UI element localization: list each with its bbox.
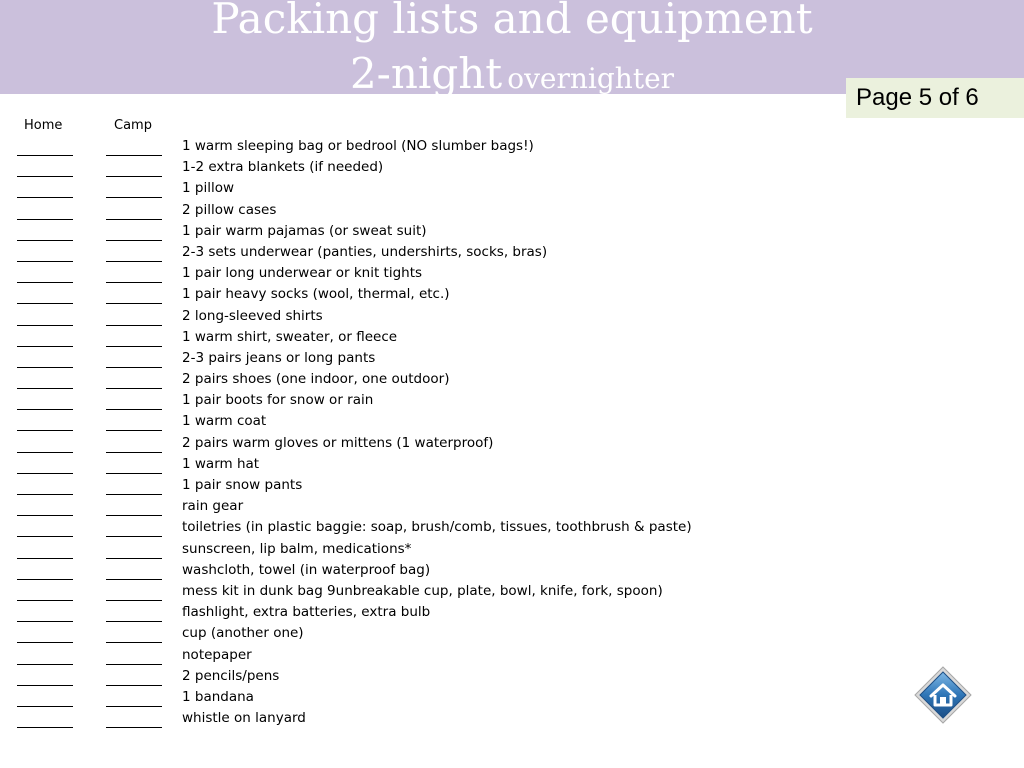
item-text: 1 pair long underwear or knit tights <box>182 265 423 282</box>
home-checkbox-line[interactable] <box>17 452 73 453</box>
list-item <box>0 307 900 328</box>
item-text: 2 pencils/pens <box>182 667 280 684</box>
home-checkbox-line[interactable] <box>17 388 73 389</box>
subtitle-main: 2-night <box>349 49 503 98</box>
camp-checkbox-line[interactable] <box>106 600 162 601</box>
column-header-camp: Camp <box>114 118 152 133</box>
item-text: toiletries (in plastic baggie: soap, brush/comb, tissues, toothbrush & paste) <box>182 519 692 536</box>
list-item <box>0 137 900 158</box>
item-text: 1 pair heavy socks (wool, thermal, etc.) <box>182 286 450 303</box>
item-text: 1 warm sleeping bag or bedrool (NO slumber bags!) <box>182 138 534 154</box>
camp-checkbox-line[interactable] <box>106 664 162 665</box>
camp-checkbox-line[interactable] <box>106 176 162 177</box>
camp-checkbox-line[interactable] <box>106 409 162 410</box>
item-text: 2 pillow cases <box>182 201 277 218</box>
camp-checkbox-line[interactable] <box>106 685 162 686</box>
list-item <box>0 476 900 497</box>
camp-checkbox-line[interactable] <box>106 219 162 220</box>
home-icon <box>914 666 972 724</box>
camp-checkbox-line[interactable] <box>106 388 162 389</box>
home-checkbox-line[interactable] <box>17 706 73 707</box>
camp-checkbox-line[interactable] <box>106 325 162 326</box>
list-item <box>0 582 900 603</box>
item-text: mess kit in dunk bag 9unbreakable cup, plate, bowl, knife, fork, spoon) <box>182 582 663 599</box>
home-checkbox-line[interactable] <box>17 325 73 326</box>
item-text: 1 warm shirt, sweater, or fleece <box>182 328 398 345</box>
item-text: 2-3 sets underwear (panties, undershirts, socks, bras) <box>182 243 548 260</box>
list-item <box>0 646 900 667</box>
list-item <box>0 158 900 179</box>
home-checkbox-line[interactable] <box>17 494 73 495</box>
camp-checkbox-line[interactable] <box>106 430 162 431</box>
list-item <box>0 709 900 730</box>
item-text: 1 pair boots for snow or rain <box>182 392 374 409</box>
item-text: sunscreen, lip balm, medications* <box>182 540 412 557</box>
list-item <box>0 455 900 476</box>
list-item <box>0 285 900 306</box>
list-item <box>0 624 900 645</box>
item-text: 1 warm coat <box>182 413 267 430</box>
camp-checkbox-line[interactable] <box>106 303 162 304</box>
camp-checkbox-line[interactable] <box>106 621 162 622</box>
camp-checkbox-line[interactable] <box>106 579 162 580</box>
camp-checkbox-line[interactable] <box>106 155 162 156</box>
item-text: notepaper <box>182 646 252 663</box>
camp-checkbox-line[interactable] <box>106 558 162 559</box>
list-item <box>0 497 900 518</box>
list-item <box>0 667 900 688</box>
home-checkbox-line[interactable] <box>17 409 73 410</box>
camp-checkbox-line[interactable] <box>106 261 162 262</box>
home-checkbox-line[interactable] <box>17 685 73 686</box>
list-item <box>0 179 900 200</box>
item-text: whistle on lanyard <box>182 710 306 727</box>
home-checkbox-line[interactable] <box>17 642 73 643</box>
home-checkbox-line[interactable] <box>17 261 73 262</box>
list-item <box>0 518 900 539</box>
home-checkbox-line[interactable] <box>17 155 73 156</box>
subtitle-sub: overnighter <box>507 62 675 95</box>
list-item <box>0 349 900 370</box>
item-text: 1 pair snow pants <box>182 477 303 493</box>
camp-checkbox-line[interactable] <box>106 346 162 347</box>
list-item <box>0 222 900 243</box>
list-item <box>0 561 900 582</box>
page-indicator: Page 5 of 6 <box>846 78 1024 118</box>
list-item <box>0 243 900 264</box>
list-item <box>0 370 900 391</box>
camp-checkbox-line[interactable] <box>106 536 162 537</box>
item-text: 2-3 pairs jeans or long pants <box>182 349 376 366</box>
list-item <box>0 201 900 222</box>
home-checkbox-line[interactable] <box>17 579 73 580</box>
home-checkbox-line[interactable] <box>17 367 73 368</box>
item-text: 1 bandana <box>182 688 254 705</box>
home-checkbox-line[interactable] <box>17 197 73 198</box>
list-item <box>0 540 900 561</box>
home-button[interactable] <box>914 666 972 724</box>
item-text: 2 pairs shoes (one indoor, one outdoor) <box>182 371 450 388</box>
item-text: 2 long-sleeved shirts <box>182 307 323 324</box>
item-text: 2 pairs warm gloves or mittens (1 waterproof) <box>182 434 494 451</box>
home-checkbox-line[interactable] <box>17 515 73 516</box>
item-text: 1 pair warm pajamas (or sweat suit) <box>182 222 427 239</box>
camp-checkbox-line[interactable] <box>106 240 162 241</box>
item-text: cup (another one) <box>182 625 304 642</box>
camp-checkbox-line[interactable] <box>106 727 162 728</box>
item-text: 1 pillow <box>182 180 235 197</box>
home-checkbox-line[interactable] <box>17 282 73 283</box>
home-checkbox-line[interactable] <box>17 303 73 304</box>
camp-checkbox-line[interactable] <box>106 706 162 707</box>
home-checkbox-line[interactable] <box>17 346 73 347</box>
list-item <box>0 434 900 455</box>
list-item <box>0 603 900 624</box>
home-checkbox-line[interactable] <box>17 727 73 728</box>
home-checkbox-line[interactable] <box>17 664 73 665</box>
home-checkbox-line[interactable] <box>17 473 73 474</box>
item-text: washcloth, towel (in waterproof bag) <box>182 561 431 578</box>
home-checkbox-line[interactable] <box>17 176 73 177</box>
camp-checkbox-line[interactable] <box>106 494 162 495</box>
home-checkbox-line[interactable] <box>17 430 73 431</box>
list-item <box>0 391 900 412</box>
home-checkbox-line[interactable] <box>17 600 73 601</box>
camp-checkbox-line[interactable] <box>106 367 162 368</box>
item-text: flashlight, extra batteries, extra bulb <box>182 604 431 621</box>
packing-list <box>0 137 900 730</box>
home-checkbox-line[interactable] <box>17 536 73 537</box>
camp-checkbox-line[interactable] <box>106 197 162 198</box>
home-checkbox-line[interactable] <box>17 219 73 220</box>
home-checkbox-line[interactable] <box>17 240 73 241</box>
list-item <box>0 412 900 433</box>
home-checkbox-line[interactable] <box>17 621 73 622</box>
column-header-home: Home <box>24 118 63 133</box>
camp-checkbox-line[interactable] <box>106 282 162 283</box>
camp-checkbox-line[interactable] <box>106 452 162 453</box>
camp-checkbox-line[interactable] <box>106 515 162 516</box>
list-item <box>0 328 900 349</box>
camp-checkbox-line[interactable] <box>106 642 162 643</box>
item-text: 1 warm hat <box>182 455 260 472</box>
item-text: 1-2 extra blankets (if needed) <box>182 159 384 176</box>
camp-checkbox-line[interactable] <box>106 473 162 474</box>
page-title: Packing lists and equipment <box>211 0 813 43</box>
list-item <box>0 688 900 709</box>
home-checkbox-line[interactable] <box>17 558 73 559</box>
list-item <box>0 264 900 285</box>
item-text: rain gear <box>182 498 244 515</box>
